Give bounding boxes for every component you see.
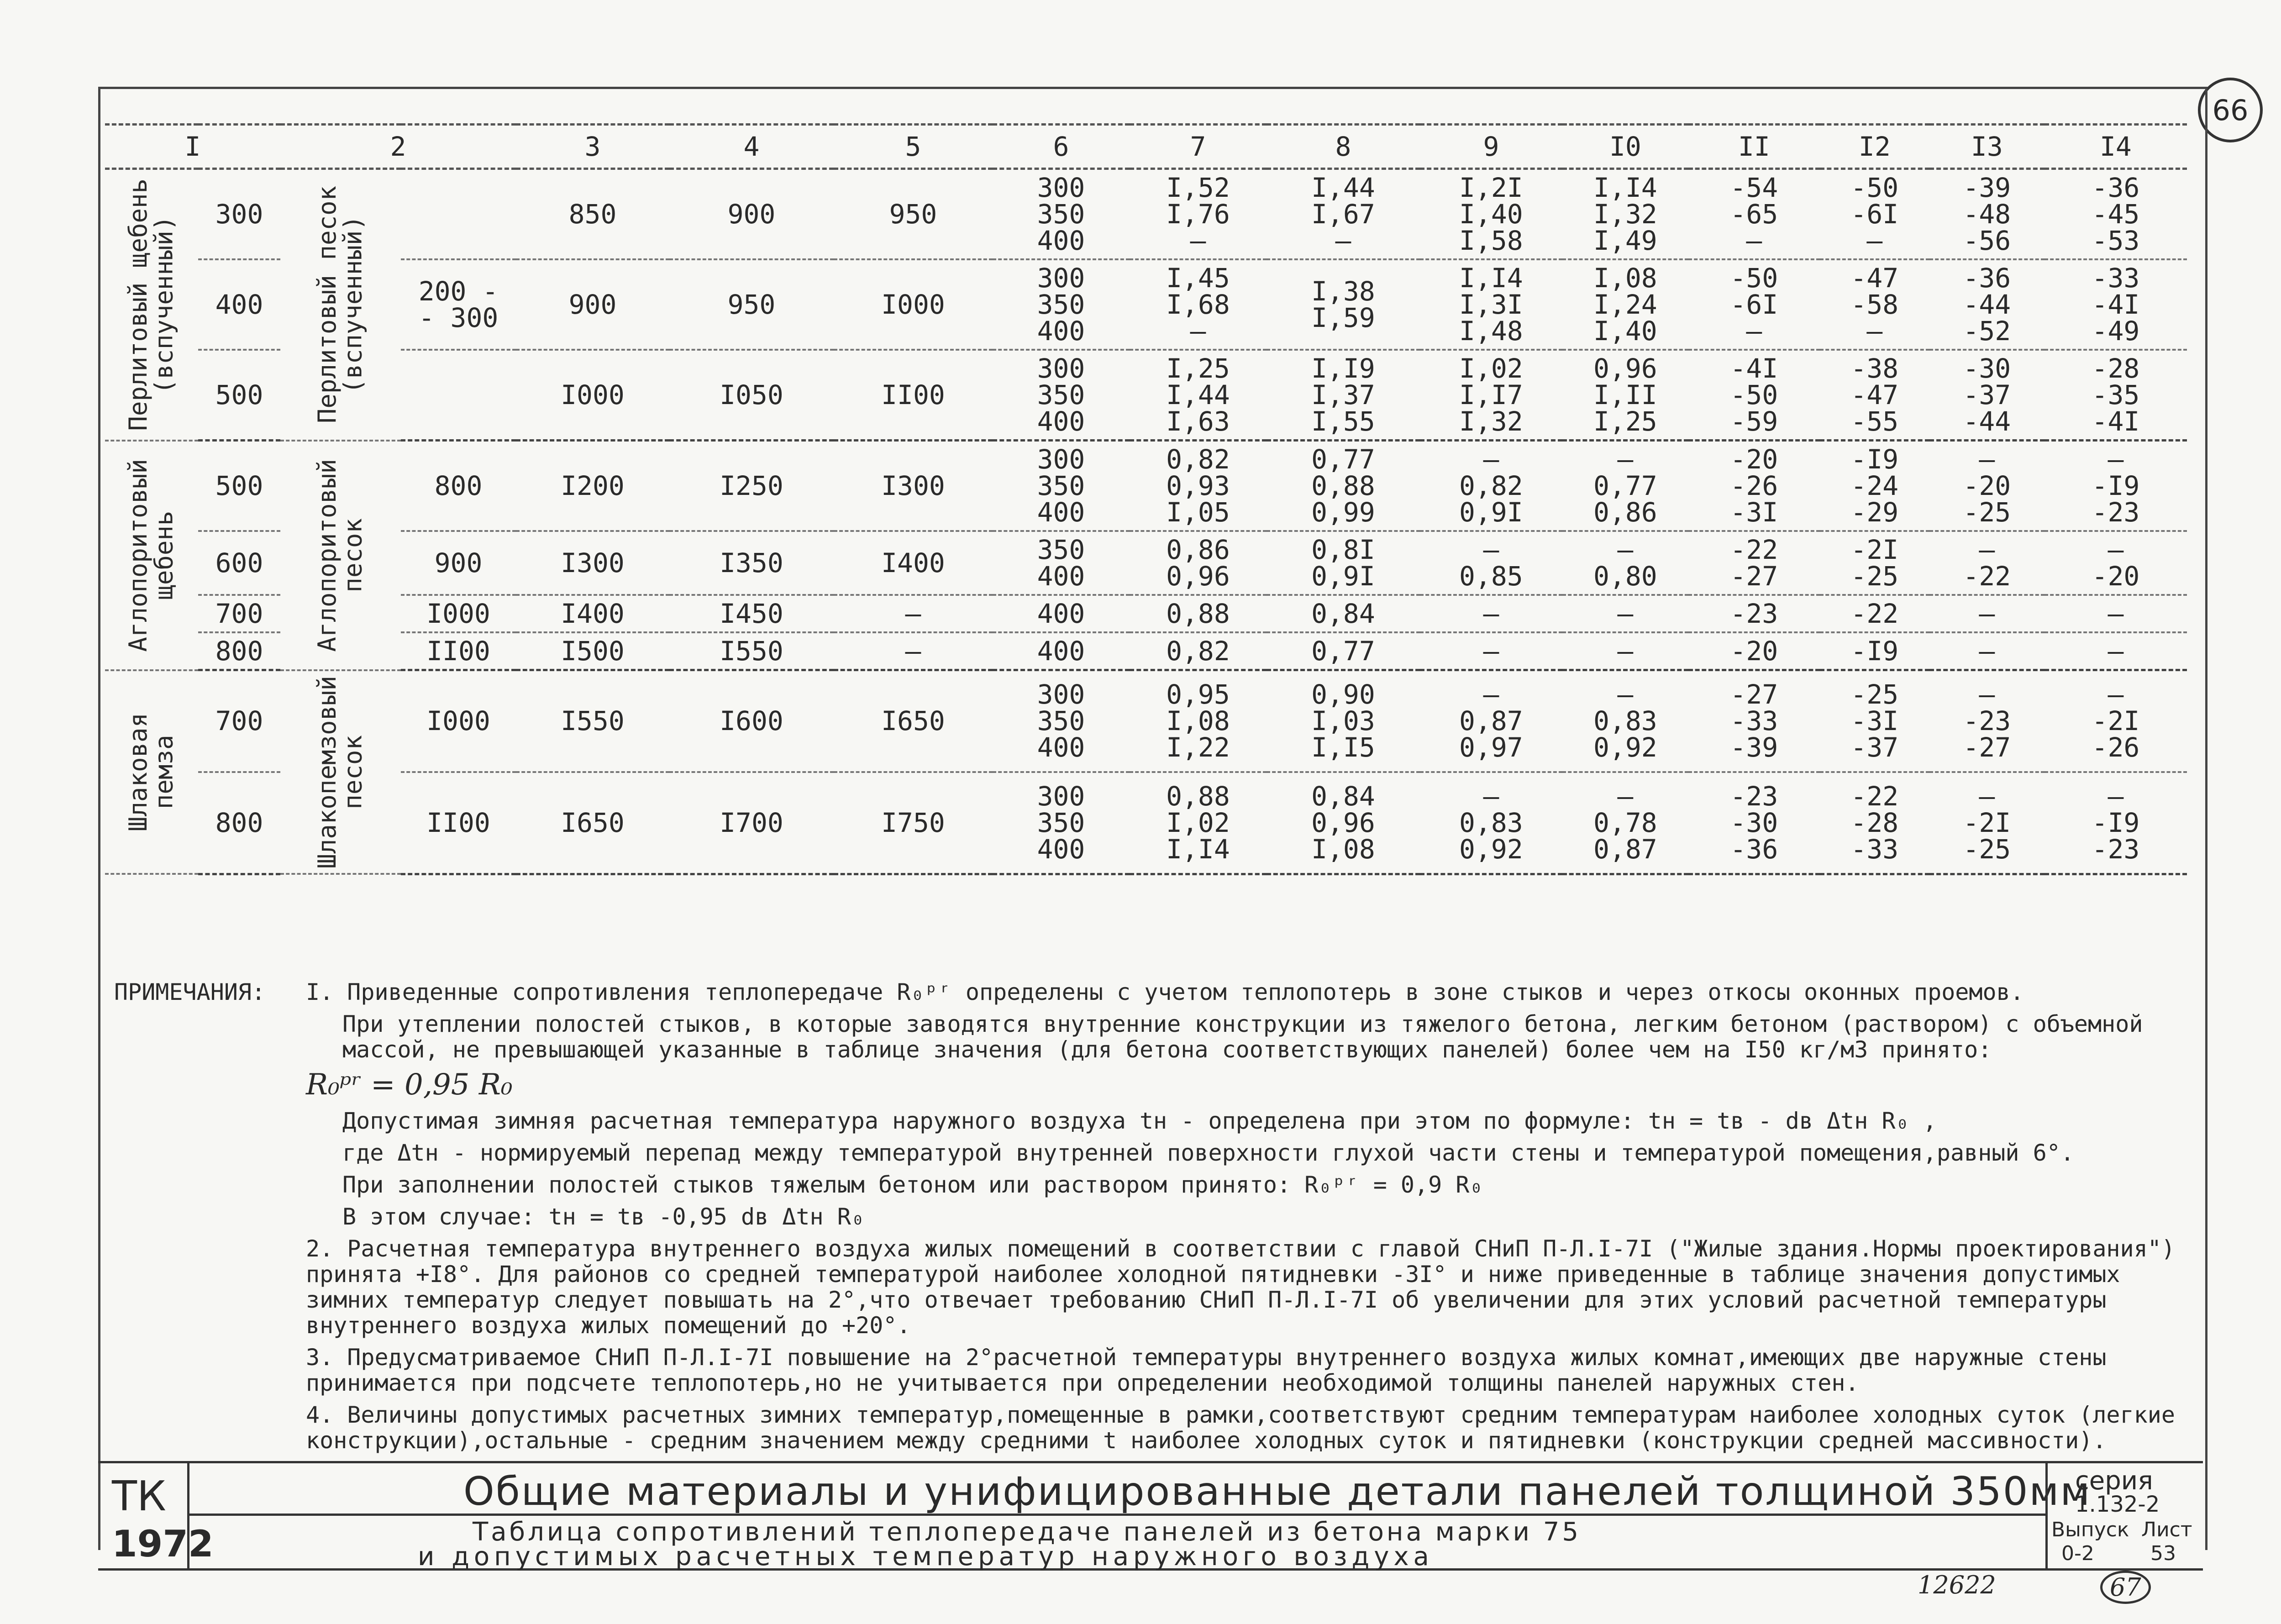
aggregate-label-cell <box>105 670 198 874</box>
note-1a: I. Приведенные сопротивления теплопередаче R₀ᵖʳ определены с учетом теплопотерь в зоне стыков и через откосы оконных проемов. <box>306 979 2024 1005</box>
table-row <box>105 670 2187 772</box>
table-row <box>105 441 2187 531</box>
cell-c8: I,I9 I,37 I,55 <box>1267 350 1420 441</box>
cell-c7: 0,86 0,96 <box>1130 531 1267 595</box>
sand-label-cell <box>280 670 401 874</box>
aggregate-label: Аглопоритовый щебень <box>124 458 179 652</box>
stamp-subtitle-1: Таблица сопротивлений теплопередаче панелей из бетона марки 75 <box>473 1517 1582 1547</box>
cell-c14: -33 -4I -49 <box>2044 259 2187 350</box>
notes-body <box>306 979 2187 1460</box>
sand-label-cell <box>280 169 401 441</box>
cell-c6: 400 <box>993 632 1130 670</box>
cell-c3: 900 <box>516 259 669 350</box>
note-1c: Допустимая зимняя расчетная температура наружного воздуха tн - определена при этом по формуле: tн = tв - dв Δtн R₀ , <box>342 1107 1937 1134</box>
cell-c13: -36 -44 -52 <box>1929 259 2044 350</box>
cell-c2: 200 - - 300 <box>401 259 516 350</box>
header-cell-4: 4 <box>669 125 834 169</box>
cell-c4: I450 <box>669 595 834 632</box>
cell-c3: I650 <box>516 772 669 874</box>
cell-density: 400 <box>198 259 280 350</box>
cell-c11: -4I -50 -59 <box>1688 350 1820 441</box>
cell-c3: I000 <box>516 350 669 441</box>
cell-c12: -50 -6I – <box>1820 169 1929 260</box>
cell-c14: – -2I -26 <box>2044 670 2187 772</box>
table-row <box>105 531 2187 595</box>
cell-c11: -50 -6I – <box>1688 259 1820 350</box>
cell-c11: -27 -33 -39 <box>1688 670 1820 772</box>
cell-c9: – 0,83 0,92 <box>1420 772 1562 874</box>
table-row <box>105 632 2187 670</box>
sand-label: Шлакопемзовый песок <box>313 675 368 869</box>
cell-c2 <box>401 350 516 441</box>
cell-c8: 0,8I 0,9I <box>1267 531 1420 595</box>
header-row <box>105 125 2187 169</box>
cell-c11: -54 -65 – <box>1688 169 1820 260</box>
cell-c8: 0,84 <box>1267 595 1420 632</box>
cell-c9: – 0,82 0,9I <box>1420 441 1562 531</box>
cell-density: 300 <box>198 169 280 260</box>
bottom-page-number: 67 <box>2100 1571 2151 1604</box>
cell-c5: II00 <box>834 350 993 441</box>
cell-c3: I500 <box>516 632 669 670</box>
cell-c7: I,25 I,44 I,63 <box>1130 350 1267 441</box>
cell-c5: I000 <box>834 259 993 350</box>
cell-c2: II00 <box>401 632 516 670</box>
cell-c2: 900 <box>401 531 516 595</box>
cell-c14: – -20 <box>2044 531 2187 595</box>
cell-c10: – <box>1562 595 1688 632</box>
header-cell-2: 2 <box>280 125 516 169</box>
cell-c13: -30 -37 -44 <box>1929 350 2044 441</box>
cell-c2: 800 <box>401 441 516 531</box>
cell-c12: -I9 -24 -29 <box>1820 441 1929 531</box>
cell-c10: – 0,80 <box>1562 531 1688 595</box>
note-1e: При заполнении полостей стыков тяжелым бетоном или раствором принято: R₀ᵖʳ = 0,9 R₀ <box>342 1171 1483 1198</box>
stamp-subtitle-2: и допустимых расчетных температур наружного воздуха <box>418 1542 1434 1571</box>
table-row <box>105 259 2187 350</box>
stamp-year: 1972 <box>112 1523 214 1565</box>
formula-1: R₀ᵖʳ = 0,95 R₀ <box>306 1068 513 1102</box>
header-cell-12: I2 <box>1820 125 1929 169</box>
cell-c5: I400 <box>834 531 993 595</box>
cell-c13: – -2I -25 <box>1929 772 2044 874</box>
header-cell-7: 7 <box>1130 125 1267 169</box>
cell-c7: 0,95 I,08 I,22 <box>1130 670 1267 772</box>
cell-c6: 350 400 <box>993 531 1130 595</box>
cell-c8: 0,77 0,88 0,99 <box>1267 441 1420 531</box>
cell-c4: I550 <box>669 632 834 670</box>
cell-c4: I700 <box>669 772 834 874</box>
table-row <box>105 350 2187 441</box>
table-body <box>105 169 2187 874</box>
cell-c7: 0,88 I,02 I,I4 <box>1130 772 1267 874</box>
cell-c3: I300 <box>516 531 669 595</box>
note-1d: где Δtн - нормируемый перепад между температурой внутренней поверхности глухой части стены и температурой помещения,равный 6°. <box>342 1139 2074 1166</box>
cell-c5: – <box>834 632 993 670</box>
cell-c14: – <box>2044 595 2187 632</box>
header-cell-6: 6 <box>993 125 1130 169</box>
cell-c2: II00 <box>401 772 516 874</box>
note-1b: При утеплении полостей стыков, в которые заводятся внутренние конструкции из тяжелого бетона, легким бетоном (раствором) с объемной массой, не превышающей указанные в таблице значения (для бетона соответствующих панелей) более чем на I50 кг/м3 принято: <box>342 1011 2143 1063</box>
cell-c10: – 0,78 0,87 <box>1562 772 1688 874</box>
cell-c10: – 0,77 0,86 <box>1562 441 1688 531</box>
table-row <box>105 595 2187 632</box>
cell-density: 800 <box>198 772 280 874</box>
issue-value: 0-2 <box>2061 1542 2094 1565</box>
stamp-right-panel <box>2045 1463 2203 1568</box>
cell-c8: I,44 I,67 – <box>1267 169 1420 260</box>
cell-c4: I600 <box>669 670 834 772</box>
page-number-badge <box>2198 78 2263 142</box>
sheet-value: 53 <box>2150 1542 2176 1565</box>
cell-c3: I200 <box>516 441 669 531</box>
sheet-label: Лист <box>2141 1518 2192 1541</box>
table-row <box>105 772 2187 874</box>
note-3: 3. Предусматриваемое СНиП П-Л.I-7I повышение на 2°расчетной температуры внутреннего воздуха жилых комнат,имеющих две наружные стены принимается при подсчете теплопотерь,но не учитывается при определении необходимой толщины панелей наружных стен. <box>306 1344 2107 1396</box>
cell-density: 700 <box>198 670 280 772</box>
cell-c4: 900 <box>669 169 834 260</box>
cell-c6: 300 350 400 <box>993 772 1130 874</box>
cell-c7: I,52 I,76 – <box>1130 169 1267 260</box>
cell-c10: – <box>1562 632 1688 670</box>
stamp-divider <box>187 1463 189 1568</box>
sand-label-cell <box>280 441 401 670</box>
cell-c8: I,38 I,59 <box>1267 259 1420 350</box>
cell-density: 500 <box>198 350 280 441</box>
header-cell-11: II <box>1688 125 1820 169</box>
cell-c6: 300 350 400 <box>993 259 1130 350</box>
series-label: серия <box>2075 1466 2153 1496</box>
cell-c13: – -23 -27 <box>1929 670 2044 772</box>
cell-c2: I000 <box>401 670 516 772</box>
cell-c9: – 0,87 0,97 <box>1420 670 1562 772</box>
cell-c14: – -I9 -23 <box>2044 441 2187 531</box>
cell-c10: I,08 I,24 I,40 <box>1562 259 1688 350</box>
stamp-title: Общие материалы и унифицированные детали панелей толщиной 350мм <box>463 1469 2092 1514</box>
header-cell-5: 5 <box>834 125 993 169</box>
cell-c6: 300 350 400 <box>993 350 1130 441</box>
cell-c3: 850 <box>516 169 669 260</box>
cell-c14: -36 -45 -53 <box>2044 169 2187 260</box>
cell-density: 700 <box>198 595 280 632</box>
cell-c5: 950 <box>834 169 993 260</box>
cell-c10: – 0,83 0,92 <box>1562 670 1688 772</box>
header-cell-10: I0 <box>1562 125 1688 169</box>
stamp-code: ТК <box>112 1472 166 1520</box>
cell-c6: 300 350 400 <box>993 441 1130 531</box>
cell-c11: -20 -26 -3I <box>1688 441 1820 531</box>
cell-c3: I550 <box>516 670 669 772</box>
cell-c8: 0,84 0,96 I,08 <box>1267 772 1420 874</box>
cell-c12: -I9 <box>1820 632 1929 670</box>
header-cell-8: 8 <box>1267 125 1420 169</box>
cell-c7: I,45 I,68 – <box>1130 259 1267 350</box>
sand-label: Перлитовый песок (вспученный) <box>313 186 368 424</box>
cell-c13: – -22 <box>1929 531 2044 595</box>
data-table <box>105 123 2187 875</box>
cell-c12: -2I -25 <box>1820 531 1929 595</box>
cell-c9: I,2I I,40 I,58 <box>1420 169 1562 260</box>
cell-c12: -38 -47 -55 <box>1820 350 1929 441</box>
cell-c6: 400 <box>993 595 1130 632</box>
header-cell-1: I <box>105 125 280 169</box>
cell-density: 800 <box>198 632 280 670</box>
cell-c9: – <box>1420 632 1562 670</box>
aggregate-label: Шлаковая пемза <box>124 712 179 831</box>
cell-c5: – <box>834 595 993 632</box>
cell-c10: I,I4 I,32 I,49 <box>1562 169 1688 260</box>
cell-c4: I050 <box>669 350 834 441</box>
cell-c8: 0,77 <box>1267 632 1420 670</box>
aggregate-label-cell <box>105 169 198 441</box>
header-cell-9: 9 <box>1420 125 1562 169</box>
cell-c8: 0,90 I,03 I,I5 <box>1267 670 1420 772</box>
cell-c5: I750 <box>834 772 993 874</box>
cell-c14: – <box>2044 632 2187 670</box>
cell-c2 <box>401 169 516 260</box>
cell-c13: -39 -48 -56 <box>1929 169 2044 260</box>
cell-c14: -28 -35 -4I <box>2044 350 2187 441</box>
cell-c11: -23 <box>1688 595 1820 632</box>
series-value: 1.132-2 <box>2075 1492 2160 1517</box>
cell-c11: -23 -30 -36 <box>1688 772 1820 874</box>
header-cell-14: I4 <box>2044 125 2187 169</box>
cell-c14: – -I9 -23 <box>2044 772 2187 874</box>
title-block <box>98 1461 2203 1571</box>
note-1f: В этом случае: tн = tв -0,95 dв Δtн R₀ <box>342 1203 865 1230</box>
cell-c12: -47 -58 – <box>1820 259 1929 350</box>
notes-heading: ПРИМЕЧАНИЯ: <box>114 979 266 1005</box>
cell-c9: – <box>1420 595 1562 632</box>
cell-c4: I350 <box>669 531 834 595</box>
cell-c9: I,I4 I,3I I,48 <box>1420 259 1562 350</box>
header-cell-3: 3 <box>516 125 669 169</box>
note-4: 4. Величины допустимых расчетных зимних температур,помещенные в рамки,соответствуют средним температурам наиболее холодных суток (легкие конструкции),остальные - средним значением между средними t наиболее холодных суток и пятидневки (конструкции средней массивности). <box>306 1401 2175 1454</box>
header-cell-13: I3 <box>1929 125 2044 169</box>
cell-c12: -25 -3I -37 <box>1820 670 1929 772</box>
cell-c9: – 0,85 <box>1420 531 1562 595</box>
table-row <box>105 169 2187 260</box>
cell-c7: 0,88 <box>1130 595 1267 632</box>
cell-c4: I250 <box>669 441 834 531</box>
cell-c13: – <box>1929 632 2044 670</box>
cell-c7: 0,82 <box>1130 632 1267 670</box>
cell-c13: – <box>1929 595 2044 632</box>
cell-c4: 950 <box>669 259 834 350</box>
cell-c3: I400 <box>516 595 669 632</box>
cell-c10: 0,96 I,II I,25 <box>1562 350 1688 441</box>
cell-c9: I,02 I,I7 I,32 <box>1420 350 1562 441</box>
cell-density: 500 <box>198 441 280 531</box>
cell-c12: -22 <box>1820 595 1929 632</box>
cell-c13: – -20 -25 <box>1929 441 2044 531</box>
cell-c2: I000 <box>401 595 516 632</box>
cell-c11: -20 <box>1688 632 1820 670</box>
cell-c11: -22 -27 <box>1688 531 1820 595</box>
cell-c6: 300 350 400 <box>993 670 1130 772</box>
cell-c5: I300 <box>834 441 993 531</box>
cell-c7: 0,82 0,93 I,05 <box>1130 441 1267 531</box>
cell-c5: I650 <box>834 670 993 772</box>
cell-c6: 300 350 400 <box>993 169 1130 260</box>
handwritten-number: 12622 <box>1918 1571 1996 1599</box>
cell-c12: -22 -28 -33 <box>1820 772 1929 874</box>
sand-label: Аглопоритовый песок <box>313 458 368 652</box>
aggregate-label-cell <box>105 441 198 670</box>
page-number: 66 <box>2212 93 2249 127</box>
note-2: 2. Расчетная температура внутреннего воздуха жилых помещений в соответствии с главой СНиП П-Л.I-7I ("Жилые здания.Нормы проектирования") принята +I8°. Для районов со средней температурой наиболее холодной пятидневки -3I° и ниже приведенные в таблице значения допустимых зимних температур следует повышать на 2°,что отвечает требованию СНиП П-Л.I-7I об увеличении для этих условий расчетной температуры внутреннего воздуха жилых помещений до +20°. <box>306 1235 2175 1339</box>
aggregate-label: Перлитовый щебень (вспученный) <box>124 178 179 431</box>
issue-label: Выпуск <box>2051 1518 2129 1541</box>
cell-density: 600 <box>198 531 280 595</box>
